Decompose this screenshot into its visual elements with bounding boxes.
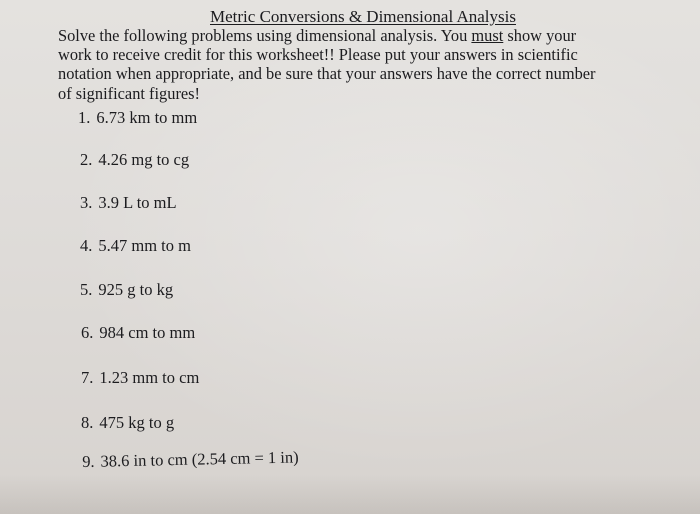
problem-text: 6.73 km to mm [96,108,198,127]
problem-text: 5.47 mm to m [98,236,191,255]
problem-text: 984 cm to mm [99,323,196,342]
problem-5 [80,280,173,300]
instructions-line-4: of significant figures! [58,83,201,103]
problem-number: 8. [81,413,94,432]
problem-2 [80,150,189,170]
problem-text: 3.9 L to mL [98,193,177,212]
instructions-line-1-start: Solve the following problems using dimensional analysis. You [58,26,472,45]
problem-text: 4.26 mg to cg [98,150,190,169]
problem-3 [80,193,177,213]
worksheet-title: Metric Conversions & Dimensional Analysis [210,7,516,26]
problem-number: 3. [80,193,93,212]
problem-number: 5. [80,280,93,299]
instructions-line-1-end: show your [503,26,577,45]
problem-number: 4. [80,236,93,255]
problem-9 [82,447,299,472]
instructions-line-1 [58,26,658,45]
problem-text: 38.6 in to cm (2.54 cm = 1 in) [100,447,299,471]
problem-7 [81,368,199,388]
problem-text: 925 g to kg [98,280,174,299]
problem-1 [78,108,197,128]
instructions-line-3: notation when appropriate, and be sure that your answers have the correct number [58,64,596,84]
problem-text: 475 kg to g [99,413,175,432]
problem-text: 1.23 mm to cm [99,368,200,387]
problem-number: 6. [81,323,94,342]
problem-4 [80,236,191,256]
must-emphasis: must [471,26,504,45]
problem-number: 7. [81,368,94,387]
problem-6 [81,323,195,343]
instructions [58,26,658,103]
instructions-line-2: work to receive credit for this worksheet!! Please put your answers in scientific [58,45,578,65]
problem-8 [81,413,174,433]
problem-number: 1. [78,108,91,127]
problem-number: 9. [82,451,95,471]
problem-number: 2. [80,150,93,169]
